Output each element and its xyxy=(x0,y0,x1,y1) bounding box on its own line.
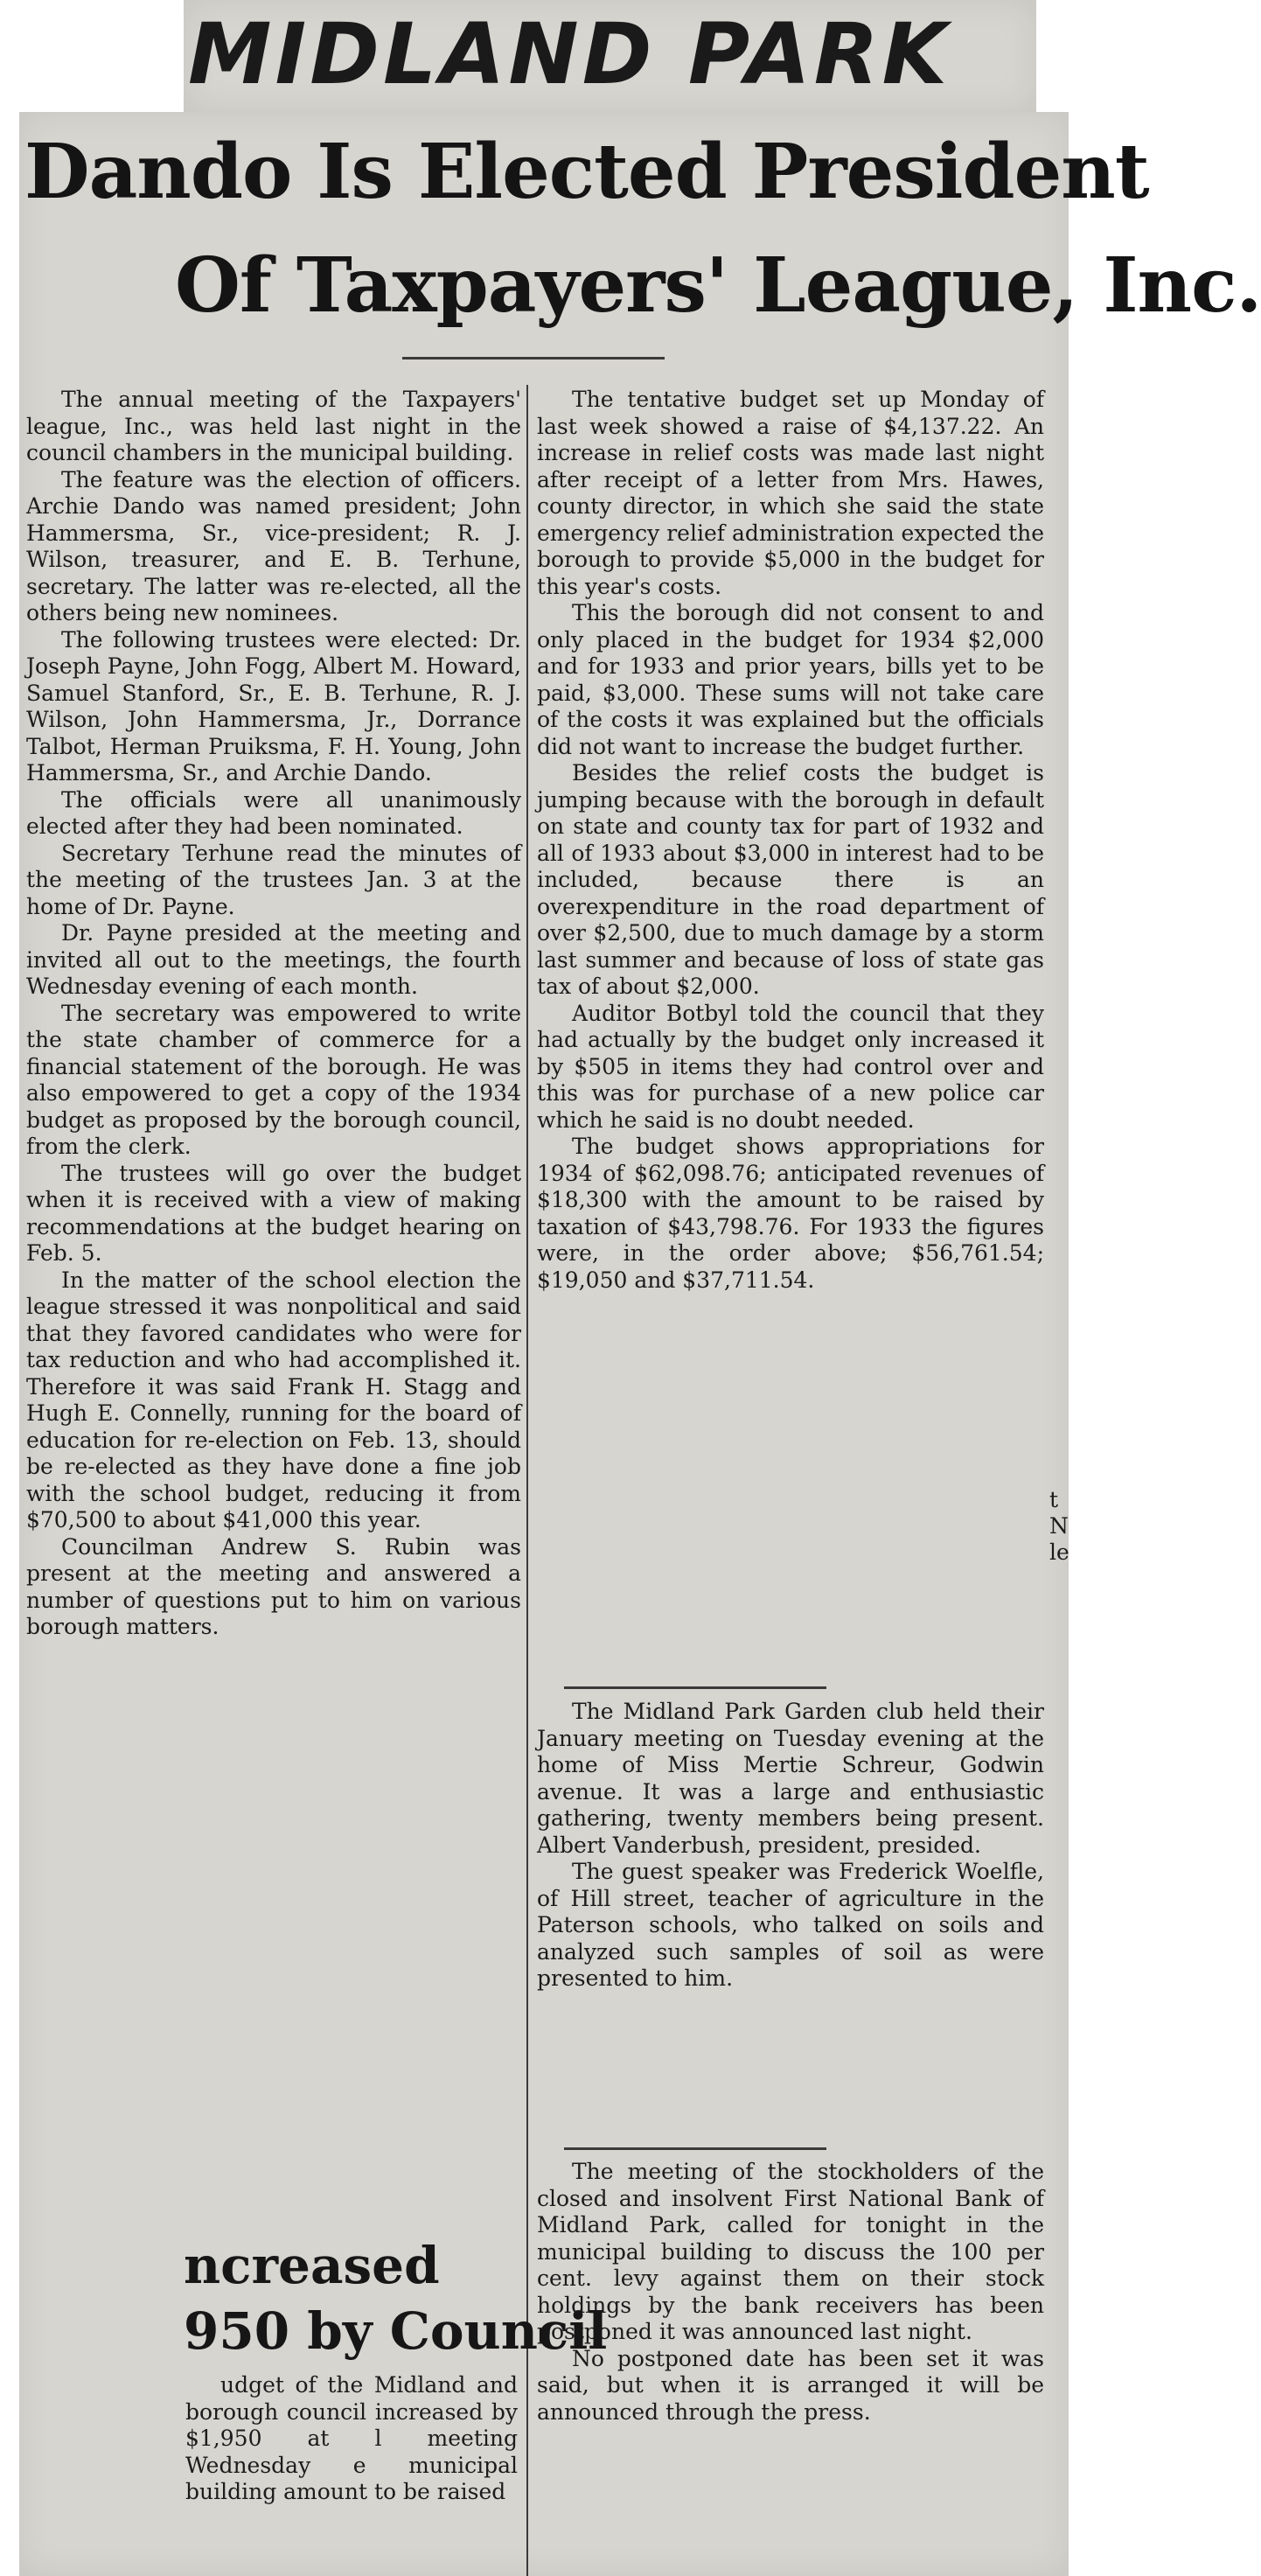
article-separator xyxy=(564,2147,826,2150)
garden-club-article xyxy=(537,1699,1044,1993)
article-left-column xyxy=(26,387,521,1641)
paragraph: The tentative budget set up Monday of last week showed a raise of $4,137.22. An increase in relief costs was made last night after receipt of a letter from Mrs. Hawes, county director, in which she said the state emergency relief administration expected the borough to provide $5,000 in the budget for this year's costs. xyxy=(537,387,1044,599)
paragraph: The Midland Park Garden club held their January meeting on Tuesday evening at the home of Miss Mertie Schreur, Godwin avenue. It was a large and enthusiastic gathering, twenty members being present. Albert Vanderbush, president, presided. xyxy=(537,1699,1044,1858)
headline-rule xyxy=(402,357,665,360)
paragraph: In the matter of the school election the league stressed it was nonpolitical and said that they favored candidates who were for tax reduction and who had accomplished it. Therefore it was said Frank H. Stagg and Hugh E. Connelly, running for the board of education for re-election on Feb. 13, should be re-elected as they have done a fine job with the school budget, reducing it from $70,500 to about $41,000 this year. xyxy=(26,1267,521,1532)
paragraph: The budget shows appropriations for 1934 of $62,098.76; anticipated revenues of $18,300 with the amount to be raised by taxation of $43,798.76. For 1933 the figures were, in the order above; $56,761.54; $19,050 and $37,711.54. xyxy=(537,1134,1044,1293)
paragraph: Besides the relief costs the budget is jumping because with the borough in default on state and county tax for part of 1932 and all of 1933 about $3,000 in interest had to be included, because there is an overexpenditure in the road department of over $2,500, due to much damage by a storm last summer and because of loss of state gas tax of about $2,000. xyxy=(537,760,1044,999)
headline-line-1: Dando Is Elected President xyxy=(24,128,1149,216)
paragraph: Dr. Payne presided at the meeting and invited all out to the meetings, the fourth Wednesday evening of each month. xyxy=(26,920,521,999)
paragraph: Councilman Andrew S. Rubin was present at the meeting and answered a number of questions put to him on various borough matters. xyxy=(26,1533,521,1639)
paragraph: udget of the Midland and borough council increased by $1,950 at l meeting Wednesday e municipal building amount to be raised xyxy=(185,2372,518,2504)
paragraph: Secretary Terhune read the minutes of the meeting of the trustees Jan. 3 at the home of Dr. Payne. xyxy=(26,840,521,919)
paragraph: No postponed date has been set it was said, but when it is arranged it will be announced through the press. xyxy=(537,2345,1044,2425)
paragraph: The guest speaker was Frederick Woelfle, of Hill street, teacher of agriculture in the Paterson schools, who talked on soils and analyzed such samples of soil as were presented to him. xyxy=(537,1859,1044,1991)
bank-article xyxy=(537,2159,1044,2426)
masthead-title: MIDLAND PARK xyxy=(188,5,951,103)
paragraph: The following trustees were elected: Dr. Joseph Payne, John Fogg, Albert M. Howard, Samuel Stanford, Sr., E. B. Terhune, R. J. Wilson, John Hammersma, Jr., Dorrance Talbot, Herman Pruiksma, F. H. Young, John Hammersma, Sr., and Archie Dando. xyxy=(26,626,521,785)
paragraph: The meeting of the stockholders of the closed and insolvent First National Bank of Midland Park, called for tonight in the municipal building to discuss the 100 per cent. levy against them on their stock holdings by the bank receivers has been postponed it was announced last night. xyxy=(537,2159,1044,2344)
paragraph: The feature was the election of officers. Archie Dando was named president; John Hammersma, Sr., vice-president; R. J. Wilson, treasurer, and E. B. Terhune, secretary. The latter was re-elected, all the others being new nominees. xyxy=(26,466,521,625)
article-separator xyxy=(564,1686,826,1689)
paragraph: Auditor Botbyl told the council that they had actually by the budget only increased it by $505 in items they had control over and this was for purchase of a new police car which he said is no doubt needed. xyxy=(537,1000,1044,1133)
paragraph: The annual meeting of the Taxpayers' league, Inc., was held last night in the council chambers in the municipal building. xyxy=(26,387,521,465)
paragraph: The secretary was empowered to write the state chamber of commerce for a financial statement of the borough. He was also empowered to get a copy of the 1934 budget as proposed by the borough council, from the clerk. xyxy=(26,1000,521,1159)
council-headline-line-1: ncreased xyxy=(184,2236,440,2295)
paragraph: The trustees will go over the budget when it is received with a view of making recommendations at the budget hearing on Feb. 5. xyxy=(26,1160,521,1266)
paragraph: The officials were all unanimously elected after they had been nominated. xyxy=(26,786,521,839)
column-divider xyxy=(526,385,528,2576)
adjacent-column-fragment: t N le xyxy=(1049,1487,1069,1565)
council-headline-line-2: 950 by Council xyxy=(184,2301,608,2361)
council-article xyxy=(185,2372,518,2506)
paragraph: This the borough did not consent to and only placed in the budget for 1934 $2,000 and for 1933 and prior years, bills yet to be paid, $3,000. These sums will not take care of the costs it was explained but the officials did not want to increase the budget further. xyxy=(537,600,1044,759)
article-right-column xyxy=(537,387,1044,1294)
headline-line-2: Of Taxpayers' League, Inc. xyxy=(175,241,1261,330)
